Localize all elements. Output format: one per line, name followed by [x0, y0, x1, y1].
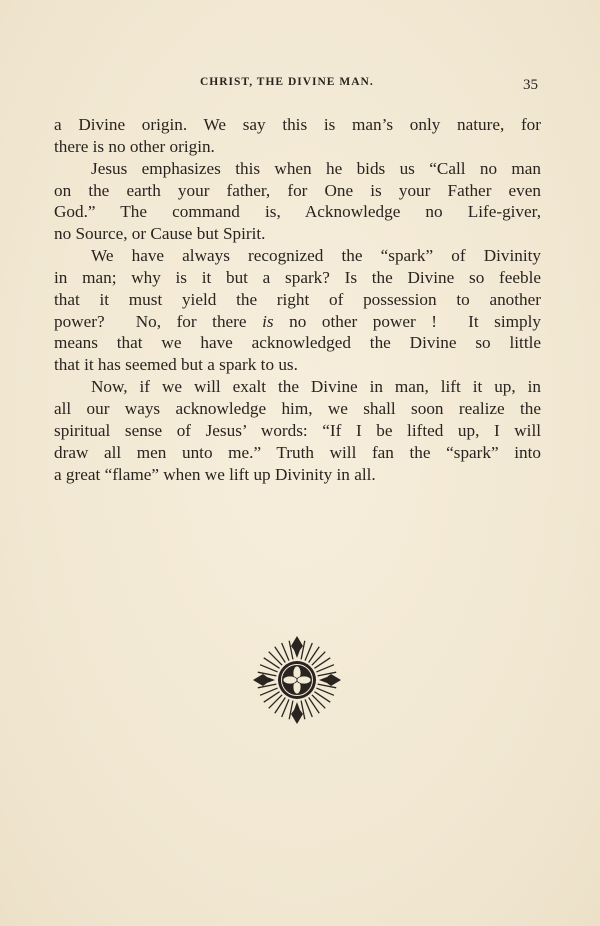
- text-line: in man; why is it but a spark? Is the Divine so feeble: [54, 267, 541, 287]
- text-line: draw all men unto me.” Truth will fan the “spark” into: [54, 442, 541, 462]
- running-title: CHRIST, THE DIVINE MAN.: [200, 76, 374, 88]
- text-line: on the earth your father, for One is your Father even: [54, 180, 541, 200]
- ornament-icon: [252, 634, 342, 726]
- text-line: no Source, or Cause but Spirit.: [54, 224, 266, 244]
- text-line: all our ways acknowledge him, we shall soon realize the: [54, 398, 541, 418]
- ornament-ray: [258, 684, 277, 688]
- text-line: that it has seemed but a spark to us.: [54, 355, 298, 375]
- text-line: there is no other origin.: [54, 136, 215, 156]
- text-line: a great “flame” when we lift up Divinity in all.: [54, 464, 376, 484]
- text-line: means that we have acknowledged the Divine so little: [54, 333, 541, 353]
- ornament-ray: [301, 641, 305, 660]
- body-text: [54, 114, 541, 485]
- text-segment: no other power ! It simply: [273, 311, 541, 331]
- text-line: [54, 311, 541, 333]
- text-line: that it must yield the right of possession to another: [54, 289, 541, 309]
- ornament-ray: [258, 672, 277, 676]
- text-line: a Divine origin. We say this is man’s only nature, for: [54, 115, 541, 134]
- page-number: 35: [523, 77, 538, 93]
- ornament-ray: [289, 701, 293, 720]
- ornament-ray: [318, 672, 337, 676]
- italic-emphasis: is: [262, 311, 274, 331]
- text-line: We have always recognized the “spark” of Divinity: [91, 246, 541, 266]
- ornament-ray: [318, 684, 337, 688]
- ornament-ray: [289, 641, 293, 660]
- text-line: Jesus emphasizes this when he bids us “Call no man: [91, 158, 541, 178]
- text-line: spiritual sense of Jesus’ words: “If I be lifted up, I will: [54, 420, 541, 440]
- ornament-ray: [301, 701, 305, 720]
- text-segment: power? No, for there: [54, 311, 263, 331]
- text-line: Now, if we will exalt the Divine in man, lift it up, in: [91, 377, 541, 397]
- text-line: God.” The command is, Acknowledge no Life-giver,: [54, 202, 541, 222]
